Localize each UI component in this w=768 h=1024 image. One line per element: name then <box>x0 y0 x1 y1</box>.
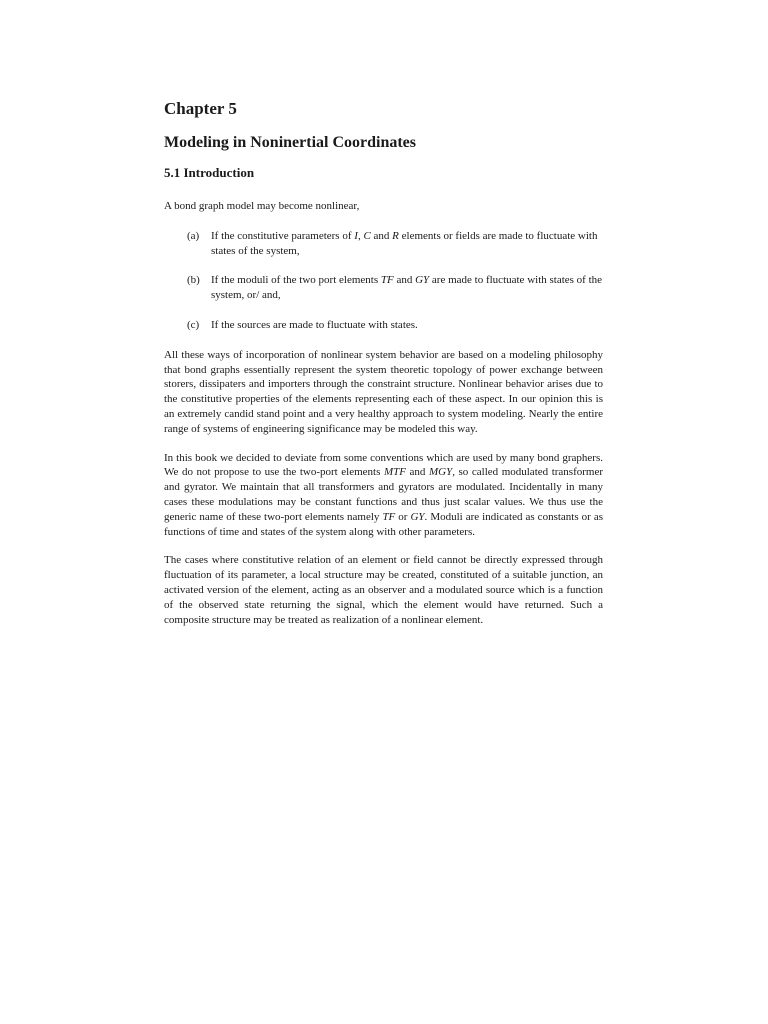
italic-term: C <box>363 229 371 242</box>
document-page <box>164 98 603 641</box>
chapter-heading: Chapter 5 <box>164 99 237 118</box>
body-paragraph: The cases where constitutive relation of an element or field cannot be directly expressed through fluctuation of its parameter, a local structure may be created, constituted of a suitable junction, an activated version of the element, acting as an observer and a modulated source which is a function of the observed state returning the signal, which the element would have returned. Such a composite structure may be treated as realization of a nonlinear element. <box>164 554 603 626</box>
body-paragraph: In this book we decided to deviate from some conventions which are used by many bond graphers. We do not propose to use the two-port elements MTF and MGY, so called modulated transformer and gyrator. We maintain that all transformers and gyrators are modulated. Incidentally in many cases these modulations may be constant functions and thus just scalar values. We thus use the generic name of these two-port elements namely TF or GY. Moduli are indicated as constants or as functions of time and states of the system along with other parameters. <box>164 451 603 538</box>
list-item-text: If the constitutive parameters of I, C and R elements or fields are made to fluctuate with states of the system, <box>211 229 598 257</box>
italic-term: I <box>354 229 358 242</box>
italic-term: MTF <box>383 466 406 479</box>
body-paragraph: All these ways of incorporation of nonlinear system behavior are based on a modeling philosophy that bond graphs essentially represent the system theoretic topology of power exchange between storers, dissipaters and importers through the constraint structure. Nonlinear behavior arises due to the constitutive properties of the elements representing each of these aspect. In our opinion this is an extremely candid stand point and a very healthy approach to system modeling. Nearly the entire range of systems of engineering significance may be modeled this way. <box>164 348 603 435</box>
chapter-title: Modeling in Noninertial Coordinates <box>164 134 417 151</box>
italic-term: MGY <box>428 466 453 479</box>
list-item <box>164 318 603 333</box>
list-item-text: If the moduli of the two port elements TF and GY are made to fluctuate with states of the system, or/ and, <box>211 274 603 302</box>
section-heading: 5.1 Introduction <box>164 165 255 180</box>
italic-term: GY <box>415 274 430 287</box>
italic-term: GY <box>410 510 425 523</box>
list-marker: (b) <box>187 274 200 287</box>
italic-term: TF <box>382 510 396 523</box>
list-item <box>164 273 603 303</box>
italic-term: TF <box>380 274 394 287</box>
condition-list <box>164 229 603 333</box>
list-marker: (c) <box>187 318 200 331</box>
italic-term: R <box>392 229 399 242</box>
list-item <box>164 229 603 259</box>
intro-paragraph: A bond graph model may become nonlinear, <box>164 200 360 212</box>
list-marker: (a) <box>187 229 200 242</box>
list-item-text: If the sources are made to fluctuate with states. <box>211 318 418 331</box>
